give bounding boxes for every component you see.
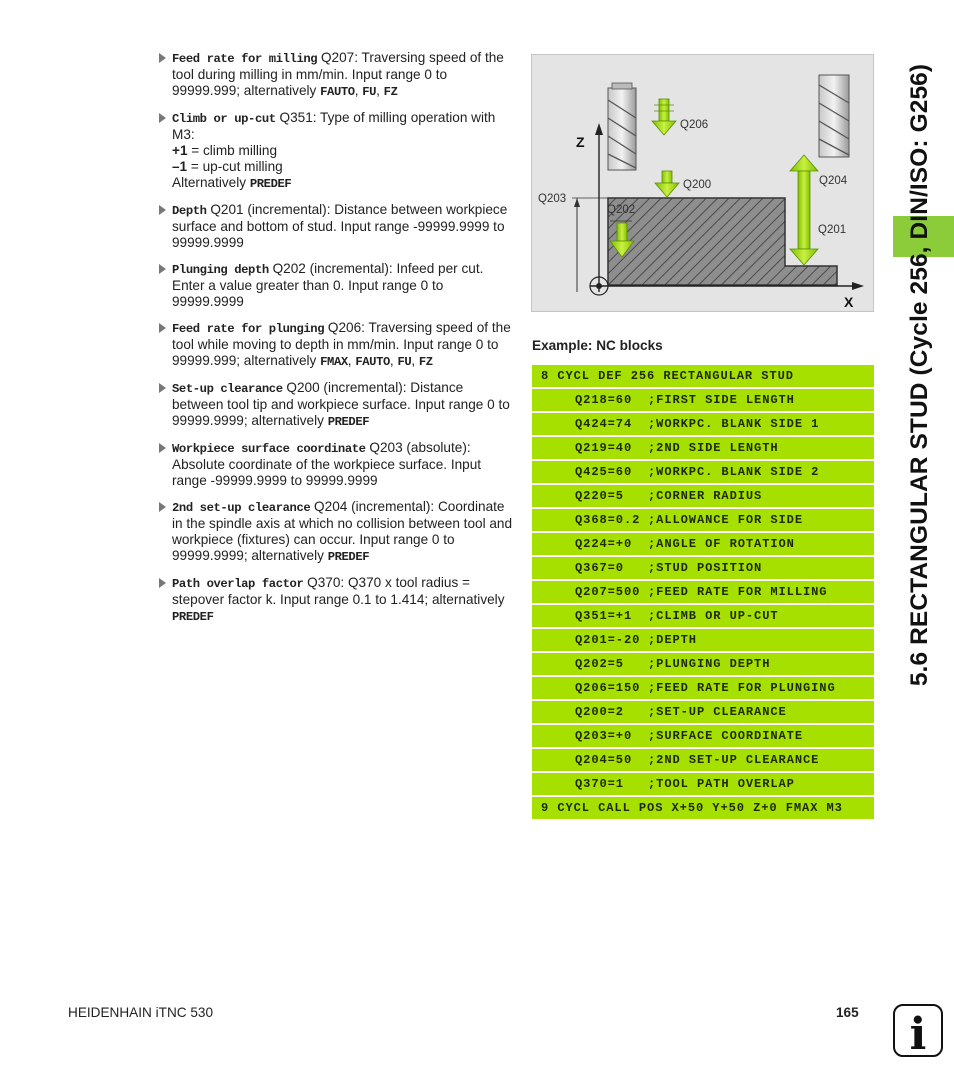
nc-param-value: Q203=+0: [575, 729, 633, 743]
nc-line-cycl-call: 9 CYCL CALL POS X+50 Y+50 Z+0 FMAX M3: [532, 797, 874, 819]
nc-line: [532, 653, 874, 675]
left-tool-icon: [608, 83, 636, 170]
param-plunging-depth: Plunging depth Q202 (incremental): Infeed per cut. Enter a value greater than 0. Input range 0 to 99999.9999: [159, 261, 514, 310]
nc-line: [532, 581, 874, 603]
nc-line: [532, 725, 874, 747]
nc-param-value: Q206=150: [575, 681, 641, 695]
param-feed-rate-milling: Feed rate for milling Q207: Traversing speed of the tool during milling in mm/min. Input range 0 to 99999.999; alternatively FAUTO, FU, FZ: [159, 50, 514, 100]
nc-line: [532, 413, 874, 435]
nc-param-comment: ;2ND SIDE LENGTH: [648, 441, 779, 455]
nc-param-value: Q200=2: [575, 705, 624, 719]
param-code: 2nd set-up clearance: [172, 501, 311, 515]
nc-line: [532, 605, 874, 627]
nc-param-value: Q218=60: [575, 393, 633, 407]
bullet-arrow-icon: [159, 264, 166, 274]
param-code: Path overlap factor: [172, 577, 304, 591]
bullet-arrow-icon: [159, 205, 166, 215]
param-setup-clearance: Set-up clearance Q200 (incremental): Distance between tool tip and workpiece surface. Input range 0 to 99999.9999; alternatively PREDEF: [159, 380, 514, 430]
nc-param-comment: ;CLIMB OR UP-CUT: [648, 609, 779, 623]
nc-line-cycl-def: 8 CYCL DEF 256 RECTANGULAR STUD: [532, 365, 874, 387]
q203-label: Q203: [538, 193, 567, 205]
param-code: Feed rate for plunging: [172, 322, 325, 336]
side-section-title: [891, 40, 949, 710]
q200-label: Q200: [683, 179, 712, 191]
nc-line: [532, 437, 874, 459]
bullet-arrow-icon: [159, 578, 166, 588]
q200-arrow-icon: [655, 171, 679, 197]
param-feed-rate-plunging: Feed rate for plunging Q206: Traversing speed of the tool while moving to depth in mm/min. Input range 0 to 99999.999; alternatively FMAX, FAUTO, FU, FZ: [159, 320, 514, 370]
z-axis: [595, 123, 603, 292]
z-axis-label: Z: [576, 134, 585, 150]
nc-param-value: Q219=40: [575, 441, 633, 455]
nc-param-value: Q220=5: [575, 489, 624, 503]
nc-line: [532, 749, 874, 771]
nc-line: [532, 701, 874, 723]
nc-line: [532, 557, 874, 579]
q204-arrow-icon: [790, 155, 818, 265]
nc-param-comment: ;FEED RATE FOR PLUNGING: [648, 681, 836, 695]
bullet-arrow-icon: [159, 502, 166, 512]
info-icon: [893, 1004, 943, 1057]
param-code: Plunging depth: [172, 263, 269, 277]
nc-param-value: Q367=0: [575, 561, 624, 575]
nc-param-value: Q425=60: [575, 465, 633, 479]
nc-param-value: Q207=500: [575, 585, 641, 599]
nc-param-comment: ;FIRST SIDE LENGTH: [648, 393, 795, 407]
nc-param-comment: ;2ND SET-UP CLEARANCE: [648, 753, 820, 767]
nc-param-comment: ;ALLOWANCE FOR SIDE: [648, 513, 803, 527]
nc-line: [532, 533, 874, 555]
right-tool-icon: [819, 75, 849, 157]
nc-param-comment: ;ANGLE OF ROTATION: [648, 537, 795, 551]
nc-param-value: Q204=50: [575, 753, 633, 767]
nc-line: [532, 509, 874, 531]
param-code: Depth: [172, 204, 207, 218]
nc-param-comment: ;TOOL PATH OVERLAP: [648, 777, 795, 791]
nc-param-value: Q351=+1: [575, 609, 633, 623]
param-depth: Depth Q201 (incremental): Distance between workpiece surface and bottom of stud. Input range -99999.9999 to 99999.9999: [159, 202, 514, 251]
param-climb-upcut: Climb or up-cut Q351: Type of milling operation with M3: +1 = climb milling –1 = up-cut milling Alternatively PREDEF: [159, 110, 514, 192]
stud-cycle-diagram: [531, 54, 874, 312]
page-number: 165: [836, 1005, 859, 1020]
nc-param-value: Q201=-20: [575, 633, 641, 647]
param-surface-coordinate: Workpiece surface coordinate Q203 (absolute): Absolute coordinate of the workpiece surface. Input range -99999.9999 to 99999.9999: [159, 440, 514, 489]
nc-param-comment: ;STUD POSITION: [648, 561, 763, 575]
nc-param-value: Q424=74: [575, 417, 633, 431]
nc-param-comment: ;FEED RATE FOR MILLING: [648, 585, 828, 599]
nc-param-comment: ;SURFACE COORDINATE: [648, 729, 803, 743]
nc-line: [532, 677, 874, 699]
nc-param-value: Q224=+0: [575, 537, 633, 551]
param-path-overlap: Path overlap factor Q370: Q370 x tool radius = stepover factor k. Input range 0.1 to 1.414; alternatively PREDEF: [159, 575, 514, 625]
nc-param-comment: ;WORKPC. BLANK SIDE 1: [648, 417, 820, 431]
parameter-list: [159, 50, 514, 635]
nc-param-value: Q370=1: [575, 777, 624, 791]
nc-param-comment: ;PLUNGING DEPTH: [648, 657, 771, 671]
param-code: Workpiece surface coordinate: [172, 442, 366, 456]
nc-line: [532, 773, 874, 795]
nc-line: [532, 389, 874, 411]
nc-line: [532, 629, 874, 651]
nc-blocks: [532, 365, 874, 821]
q201-label: Q201: [818, 224, 847, 236]
param-code: Climb or up-cut: [172, 112, 276, 126]
nc-line: [532, 485, 874, 507]
q206-label: Q206: [680, 119, 709, 131]
example-title: Example: NC blocks: [532, 338, 663, 353]
x-axis-label: X: [844, 294, 854, 310]
bullet-arrow-icon: [159, 443, 166, 453]
param-code: Feed rate for milling: [172, 52, 318, 66]
info-icon-letter: i: [909, 1009, 927, 1057]
nc-param-comment: ;DEPTH: [648, 633, 697, 647]
param-2nd-setup-clearance: 2nd set-up clearance Q204 (incremental): Coordinate in the spindle axis at which no collision between tool and workpiece (fixtures) can occur. Input range 0 to 99999.9999; alternatively PREDEF: [159, 499, 514, 565]
bullet-arrow-icon: [159, 323, 166, 333]
footer-manual-name: HEIDENHAIN iTNC 530: [68, 1005, 214, 1020]
q202-label: Q202: [607, 204, 636, 216]
section-title-text: 5.6 RECTANGULAR STUD (Cycle 256, DIN/ISO: G256): [906, 63, 933, 687]
bullet-arrow-icon: [159, 383, 166, 393]
nc-param-comment: ;WORKPC. BLANK SIDE 2: [648, 465, 820, 479]
nc-param-comment: ;CORNER RADIUS: [648, 489, 763, 503]
q206-arrow-icon: [652, 99, 676, 135]
nc-line: [532, 461, 874, 483]
nc-param-value: Q368=0.2: [575, 513, 641, 527]
q204-label: Q204: [819, 175, 848, 187]
bullet-arrow-icon: [159, 53, 166, 63]
bullet-arrow-icon: [159, 113, 166, 123]
param-code: Set-up clearance: [172, 382, 283, 396]
nc-param-value: Q202=5: [575, 657, 624, 671]
nc-param-comment: ;SET-UP CLEARANCE: [648, 705, 787, 719]
